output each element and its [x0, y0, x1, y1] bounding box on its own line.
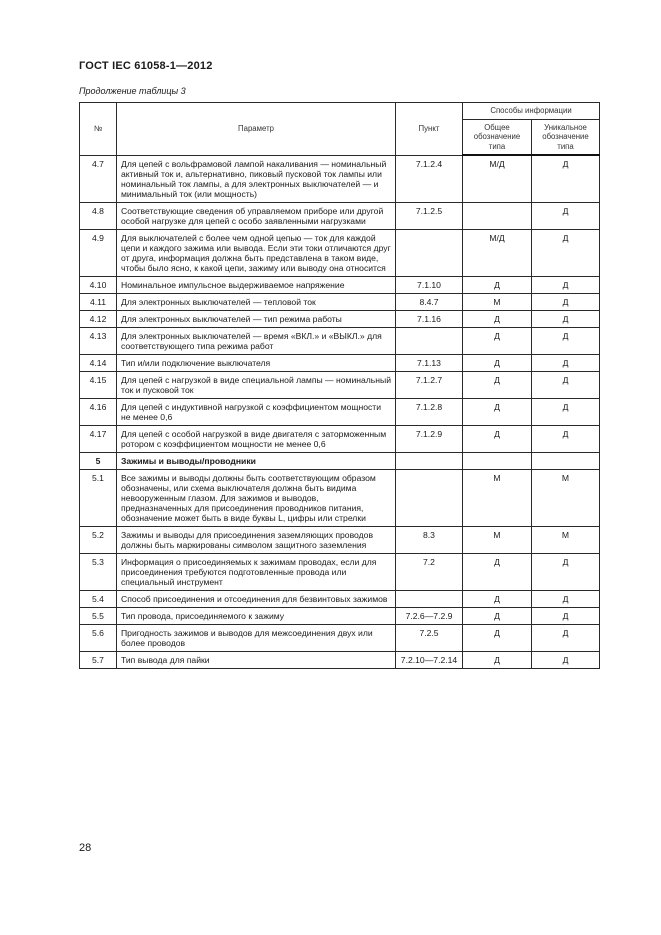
- row-point: 7.1.2.9: [396, 425, 463, 452]
- row-general-designation: Д: [463, 327, 532, 354]
- row-general-designation: М/Д: [463, 229, 532, 276]
- row-unique-designation: Д: [532, 398, 600, 425]
- col-header-unique: Уникальное обозначение типа: [532, 119, 600, 155]
- row-parameter: Номинальное импульсное выдерживаемое напряжение: [117, 276, 396, 293]
- row-general-designation: Д: [463, 651, 532, 668]
- row-point: 7.1.16: [396, 310, 463, 327]
- row-unique-designation: М: [532, 526, 600, 553]
- row-parameter: Для цепей с вольфрамовой лампой накаливания — номинальный активный ток и, альтернативно, пиковый пусковой ток лампы или номинальный ток лампы, а для электронных выключателей — и минимальный ток (или мощность): [117, 155, 396, 202]
- row-unique-designation: Д: [532, 590, 600, 607]
- row-point: 7.2.5: [396, 624, 463, 651]
- row-parameter: Информация о присоединяемых к зажимам проводах, если для присоединения требуются подготовленные провода или специальный инструмент: [117, 553, 396, 590]
- row-parameter: Для выключателей с более чем одной цепью — ток для каждой цепи и каждого зажима или вывода. Если эти токи отличаются друг от друга, информация должна быть представлена в таком виде, чтобы было ясно, к какой цепи, зажиму или выводу она относится: [117, 229, 396, 276]
- row-unique-designation: Д: [532, 293, 600, 310]
- table-row: [80, 398, 600, 425]
- row-number: 5.2: [80, 526, 117, 553]
- row-general-designation: Д: [463, 607, 532, 624]
- row-parameter: Тип и/или подключение выключателя: [117, 354, 396, 371]
- table-row: [80, 553, 600, 590]
- row-general-designation: Д: [463, 624, 532, 651]
- table-body: [80, 155, 600, 668]
- row-number: 5.7: [80, 651, 117, 668]
- row-number: 4.12: [80, 310, 117, 327]
- row-parameter: Для электронных выключателей — тип режима работы: [117, 310, 396, 327]
- row-point: [396, 452, 463, 469]
- row-unique-designation: Д: [532, 425, 600, 452]
- table-row: [80, 293, 600, 310]
- document-title: ГОСТ IEC 61058-1—2012: [79, 60, 213, 72]
- row-parameter: Для электронных выключателей — время «ВКЛ.» и «ВЫКЛ.» для соответствующего типа режима работ: [117, 327, 396, 354]
- row-number: 5.4: [80, 590, 117, 607]
- col-header-num: №: [80, 103, 117, 156]
- row-point: 8.3: [396, 526, 463, 553]
- row-number: 5: [80, 452, 117, 469]
- row-point: [396, 229, 463, 276]
- row-unique-designation: Д: [532, 155, 600, 202]
- row-number: 4.8: [80, 202, 117, 229]
- row-unique-designation: Д: [532, 553, 600, 590]
- row-point: 7.1.13: [396, 354, 463, 371]
- row-parameter: Соответствующие сведения об управляемом приборе или другой особой нагрузке для цепей с особо заявленными нагрузками: [117, 202, 396, 229]
- row-parameter: Способ присоединения и отсоединения для безвинтовых зажимов: [117, 590, 396, 607]
- row-general-designation: Д: [463, 425, 532, 452]
- row-number: 4.10: [80, 276, 117, 293]
- row-unique-designation: Д: [532, 202, 600, 229]
- row-unique-designation: М: [532, 469, 600, 526]
- row-point: 7.2.6—7.2.9: [396, 607, 463, 624]
- table-row: [80, 229, 600, 276]
- table-row: [80, 624, 600, 651]
- row-general-designation: Д: [463, 398, 532, 425]
- section-row: [80, 452, 600, 469]
- page-number: 28: [79, 842, 92, 854]
- row-parameter: Для цепей с особой нагрузкой в виде двигателя с заторможенным ротором с коэффициентом мощности не менее 0,6: [117, 425, 396, 452]
- col-header-param: Параметр: [117, 103, 396, 156]
- row-unique-designation: [532, 452, 600, 469]
- table-caption: Продолжение таблицы 3: [79, 86, 186, 96]
- row-parameter: Пригодность зажимов и выводов для межсоединения двух или более проводов: [117, 624, 396, 651]
- table-row: [80, 310, 600, 327]
- row-parameter: Для цепей с нагрузкой в виде специальной лампы — номинальный ток и пусковой ток: [117, 371, 396, 398]
- table-row: [80, 155, 600, 202]
- row-number: 4.13: [80, 327, 117, 354]
- row-number: 4.17: [80, 425, 117, 452]
- table-row: [80, 276, 600, 293]
- row-general-designation: Д: [463, 354, 532, 371]
- row-point: [396, 469, 463, 526]
- table-row: [80, 469, 600, 526]
- row-unique-designation: Д: [532, 624, 600, 651]
- row-parameter: Для цепей с индуктивной нагрузкой с коэффициентом мощности не менее 0,6: [117, 398, 396, 425]
- row-point: 8.4.7: [396, 293, 463, 310]
- row-number: 5.5: [80, 607, 117, 624]
- row-general-designation: Д: [463, 276, 532, 293]
- table-row: [80, 651, 600, 668]
- row-general-designation: [463, 202, 532, 229]
- row-general-designation: М/Д: [463, 155, 532, 202]
- row-general-designation: Д: [463, 310, 532, 327]
- row-parameter: Все зажимы и выводы должны быть соответствующим образом обозначены, или схема выключателя должна быть видима невооруженным глазом. Для зажимов и выводов, предназначенных для присоединения проводников питания, обозначение может быть в виде буквы L, цифры или стрелки: [117, 469, 396, 526]
- col-header-point: Пункт: [396, 103, 463, 156]
- row-point: 7.1.10: [396, 276, 463, 293]
- row-parameter: Зажимы и выводы для присоединения заземляющих проводов должны быть маркированы символом защитного заземления: [117, 526, 396, 553]
- row-general-designation: М: [463, 526, 532, 553]
- row-number: 4.14: [80, 354, 117, 371]
- info-table: [79, 102, 600, 669]
- row-point: 7.1.2.7: [396, 371, 463, 398]
- table-row: [80, 371, 600, 398]
- col-header-info-methods: Способы информации: [463, 103, 600, 120]
- row-unique-designation: Д: [532, 276, 600, 293]
- table-row: [80, 327, 600, 354]
- row-number: 4.16: [80, 398, 117, 425]
- row-point: 7.1.2.8: [396, 398, 463, 425]
- row-parameter: Для электронных выключателей — тепловой ток: [117, 293, 396, 310]
- row-number: 4.11: [80, 293, 117, 310]
- row-unique-designation: Д: [532, 651, 600, 668]
- row-number: 4.7: [80, 155, 117, 202]
- row-general-designation: Д: [463, 553, 532, 590]
- row-number: 4.9: [80, 229, 117, 276]
- table-row: [80, 526, 600, 553]
- row-unique-designation: Д: [532, 607, 600, 624]
- row-general-designation: М: [463, 293, 532, 310]
- row-point: 7.2: [396, 553, 463, 590]
- row-number: 5.3: [80, 553, 117, 590]
- row-parameter: Тип вывода для пайки: [117, 651, 396, 668]
- table-row: [80, 590, 600, 607]
- row-unique-designation: Д: [532, 354, 600, 371]
- row-general-designation: Д: [463, 590, 532, 607]
- col-header-general: Общее обозначение типа: [463, 119, 532, 155]
- row-general-designation: М: [463, 469, 532, 526]
- table-row: [80, 354, 600, 371]
- row-parameter: Тип провода, присоединяемого к зажиму: [117, 607, 396, 624]
- row-general-designation: Д: [463, 371, 532, 398]
- row-number: 5.6: [80, 624, 117, 651]
- row-parameter: Зажимы и выводы/проводники: [117, 452, 396, 469]
- row-general-designation: [463, 452, 532, 469]
- table-row: [80, 425, 600, 452]
- row-number: 4.15: [80, 371, 117, 398]
- table-row: [80, 607, 600, 624]
- table-row: [80, 202, 600, 229]
- row-point: [396, 590, 463, 607]
- row-unique-designation: Д: [532, 327, 600, 354]
- row-point: 7.1.2.5: [396, 202, 463, 229]
- row-number: 5.1: [80, 469, 117, 526]
- row-point: 7.2.10—7.2.14: [396, 651, 463, 668]
- row-point: 7.1.2.4: [396, 155, 463, 202]
- row-unique-designation: Д: [532, 371, 600, 398]
- row-point: [396, 327, 463, 354]
- row-unique-designation: Д: [532, 229, 600, 276]
- row-unique-designation: Д: [532, 310, 600, 327]
